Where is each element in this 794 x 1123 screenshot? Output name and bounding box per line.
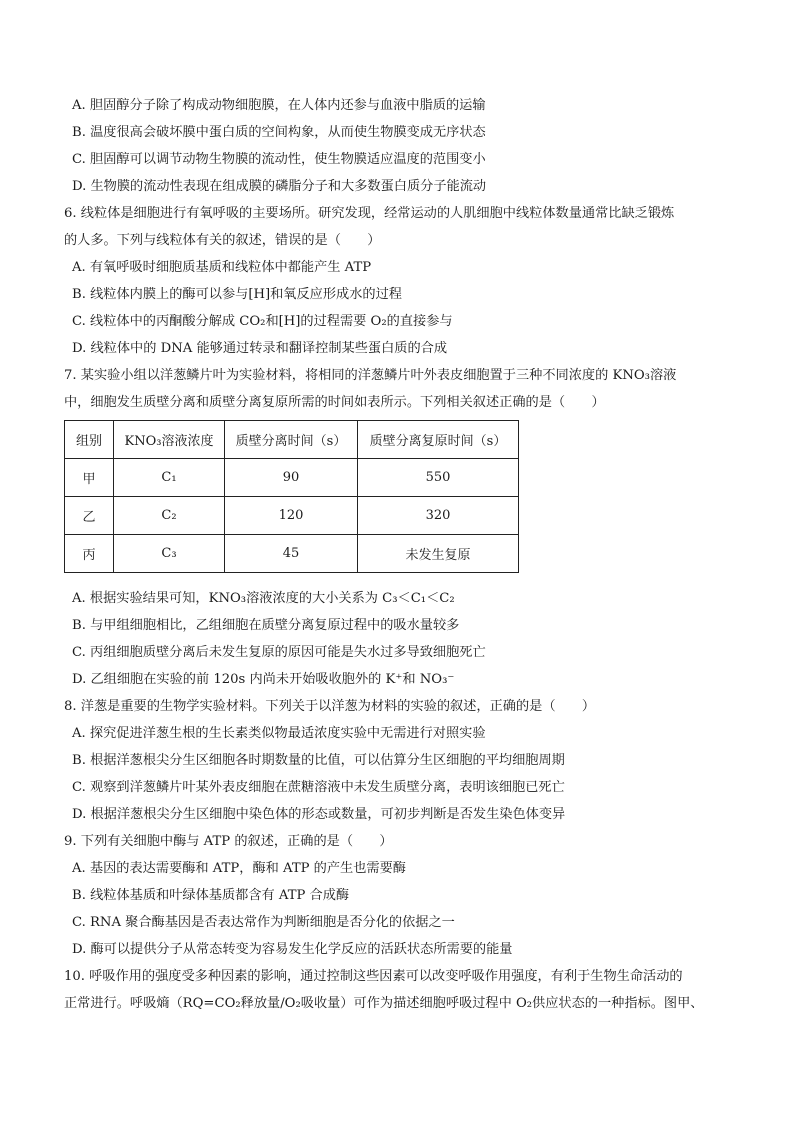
q8-option-d: D. 根据洋葱根尖分生区细胞中染色体的形态或数量，可初步判断是否发生染色体变异 [72,807,566,822]
table-cell: C₂ [114,497,225,535]
q6-stem-line-2: 的人多。下列与线粒体有关的叙述，错误的是（ ） [64,233,381,248]
q8-option-a: A. 探究促进洋葱生根的生长素类似物最适浓度实验中无需进行对照实验 [72,726,486,741]
q5-option-c: C. 胆固醇可以调节动物生物膜的流动性，使生物膜适应温度的范围变小 [72,152,486,167]
q5-option-a: A. 胆固醇分子除了构成动物细胞膜，在人体内还参与血液中脂质的运输 [72,98,486,113]
q7-stem-line-1: 7. 某实验小组以洋葱鳞片叶为实验材料，将相同的洋葱鳞片叶外表皮细胞置于三种不同浓度的 KNO₃溶液 [64,368,677,383]
q6-option-a: A. 有氧呼吸时细胞质基质和线粒体中都能产生 ATP [72,260,372,275]
q7-option-d: D. 乙组细胞在实验的前 120s 内尚未开始吸收胞外的 K⁺和 NO₃⁻ [72,672,455,687]
q10-stem-line-1: 10. 呼吸作用的强度受多种因素的影响，通过控制这些因素可以改变呼吸作用强度，有利于生物生命活动的 [64,969,683,984]
table-cell: 甲 [65,459,114,497]
q9-stem: 9. 下列有关细胞中酶与 ATP 的叙述，正确的是（ ） [64,834,393,849]
table-row [65,535,519,573]
table-cell: 丙 [65,535,114,573]
table-header-row [65,421,519,459]
q5-option-d: D. 生物膜的流动性表现在组成膜的磷脂分子和大多数蛋白质分子能流动 [72,179,487,194]
table-row [65,459,519,497]
table-cell: 90 [225,459,358,497]
q8-option-c: C. 观察到洋葱鳞片叶某外表皮细胞在蔗糖溶液中未发生质壁分离，表明该细胞已死亡 [72,780,565,795]
table-cell: 120 [225,497,358,535]
q6-stem-line-1: 6. 线粒体是细胞进行有氧呼吸的主要场所。研究发现，经常运动的人肌细胞中线粒体数量通常比缺乏锻炼 [64,206,675,221]
table-header-cell: 质壁分离复原时间（s） [358,421,519,459]
q6-option-d: D. 线粒体中的 DNA 能够通过转录和翻译控制某些蛋白质的合成 [72,341,448,356]
q5-option-b: B. 温度很高会破坏膜中蛋白质的空间构象，从而使生物膜变成无序状态 [72,125,486,140]
table-cell: C₃ [114,535,225,573]
exam-page [64,92,734,1017]
q7-stem-line-2: 中，细胞发生质壁分离和质壁分离复原所需的时间如表所示。下列相关叙述正确的是（ ） [64,395,605,410]
q7-option-c: C. 丙组细胞质壁分离后未发生复原的原因可能是失水过多导致细胞死亡 [72,645,486,660]
q9-option-b: B. 线粒体基质和叶绿体基质都含有 ATP 合成酶 [72,888,350,903]
q9-option-c: C. RNA 聚合酶基因是否表达常作为判断细胞是否分化的依据之一 [72,915,455,930]
q6-option-b: B. 线粒体内膜上的酶可以参与[H]和氧反应形成水的过程 [72,287,402,302]
table-cell: 45 [225,535,358,573]
q8-option-b: B. 根据洋葱根尖分生区细胞各时期数量的比值，可以估算分生区细胞的平均细胞周期 [72,753,565,768]
table-header-cell: 组别 [65,421,114,459]
q7-option-b: B. 与甲组细胞相比，乙组细胞在质壁分离复原过程中的吸水量较多 [72,618,460,633]
table-row [65,497,519,535]
table-cell: 未发生复原 [358,535,519,573]
table-cell: 乙 [65,497,114,535]
table-cell: C₁ [114,459,225,497]
table-cell: 320 [358,497,519,535]
q9-option-d: D. 酶可以提供分子从常态转变为容易发生化学反应的活跃状态所需要的能量 [72,942,513,957]
q6-option-c: C. 线粒体中的丙酮酸分解成 CO₂和[H]的过程需要 O₂的直接参与 [72,314,453,329]
q10-stem-line-2: 正常进行。呼吸熵（RQ=CO₂释放量/O₂吸收量）可作为描述细胞呼吸过程中 O₂供应状态的一种指标。图甲、 [64,996,704,1011]
table-header-cell: 质壁分离时间（s） [225,421,358,459]
table-header-cell: KNO₃溶液浓度 [114,421,225,459]
table-cell: 550 [358,459,519,497]
q7-option-a: A. 根据实验结果可知，KNO₃溶液浓度的大小关系为 C₃＜C₁＜C₂ [72,591,455,606]
q9-option-a: A. 基因的表达需要酶和 ATP，酶和 ATP 的产生也需要酶 [72,861,406,876]
q7-data-table [64,420,519,573]
q8-stem: 8. 洋葱是重要的生物学实验材料。下列关于以洋葱为材料的实验的叙述，正确的是（ ） [64,699,596,714]
